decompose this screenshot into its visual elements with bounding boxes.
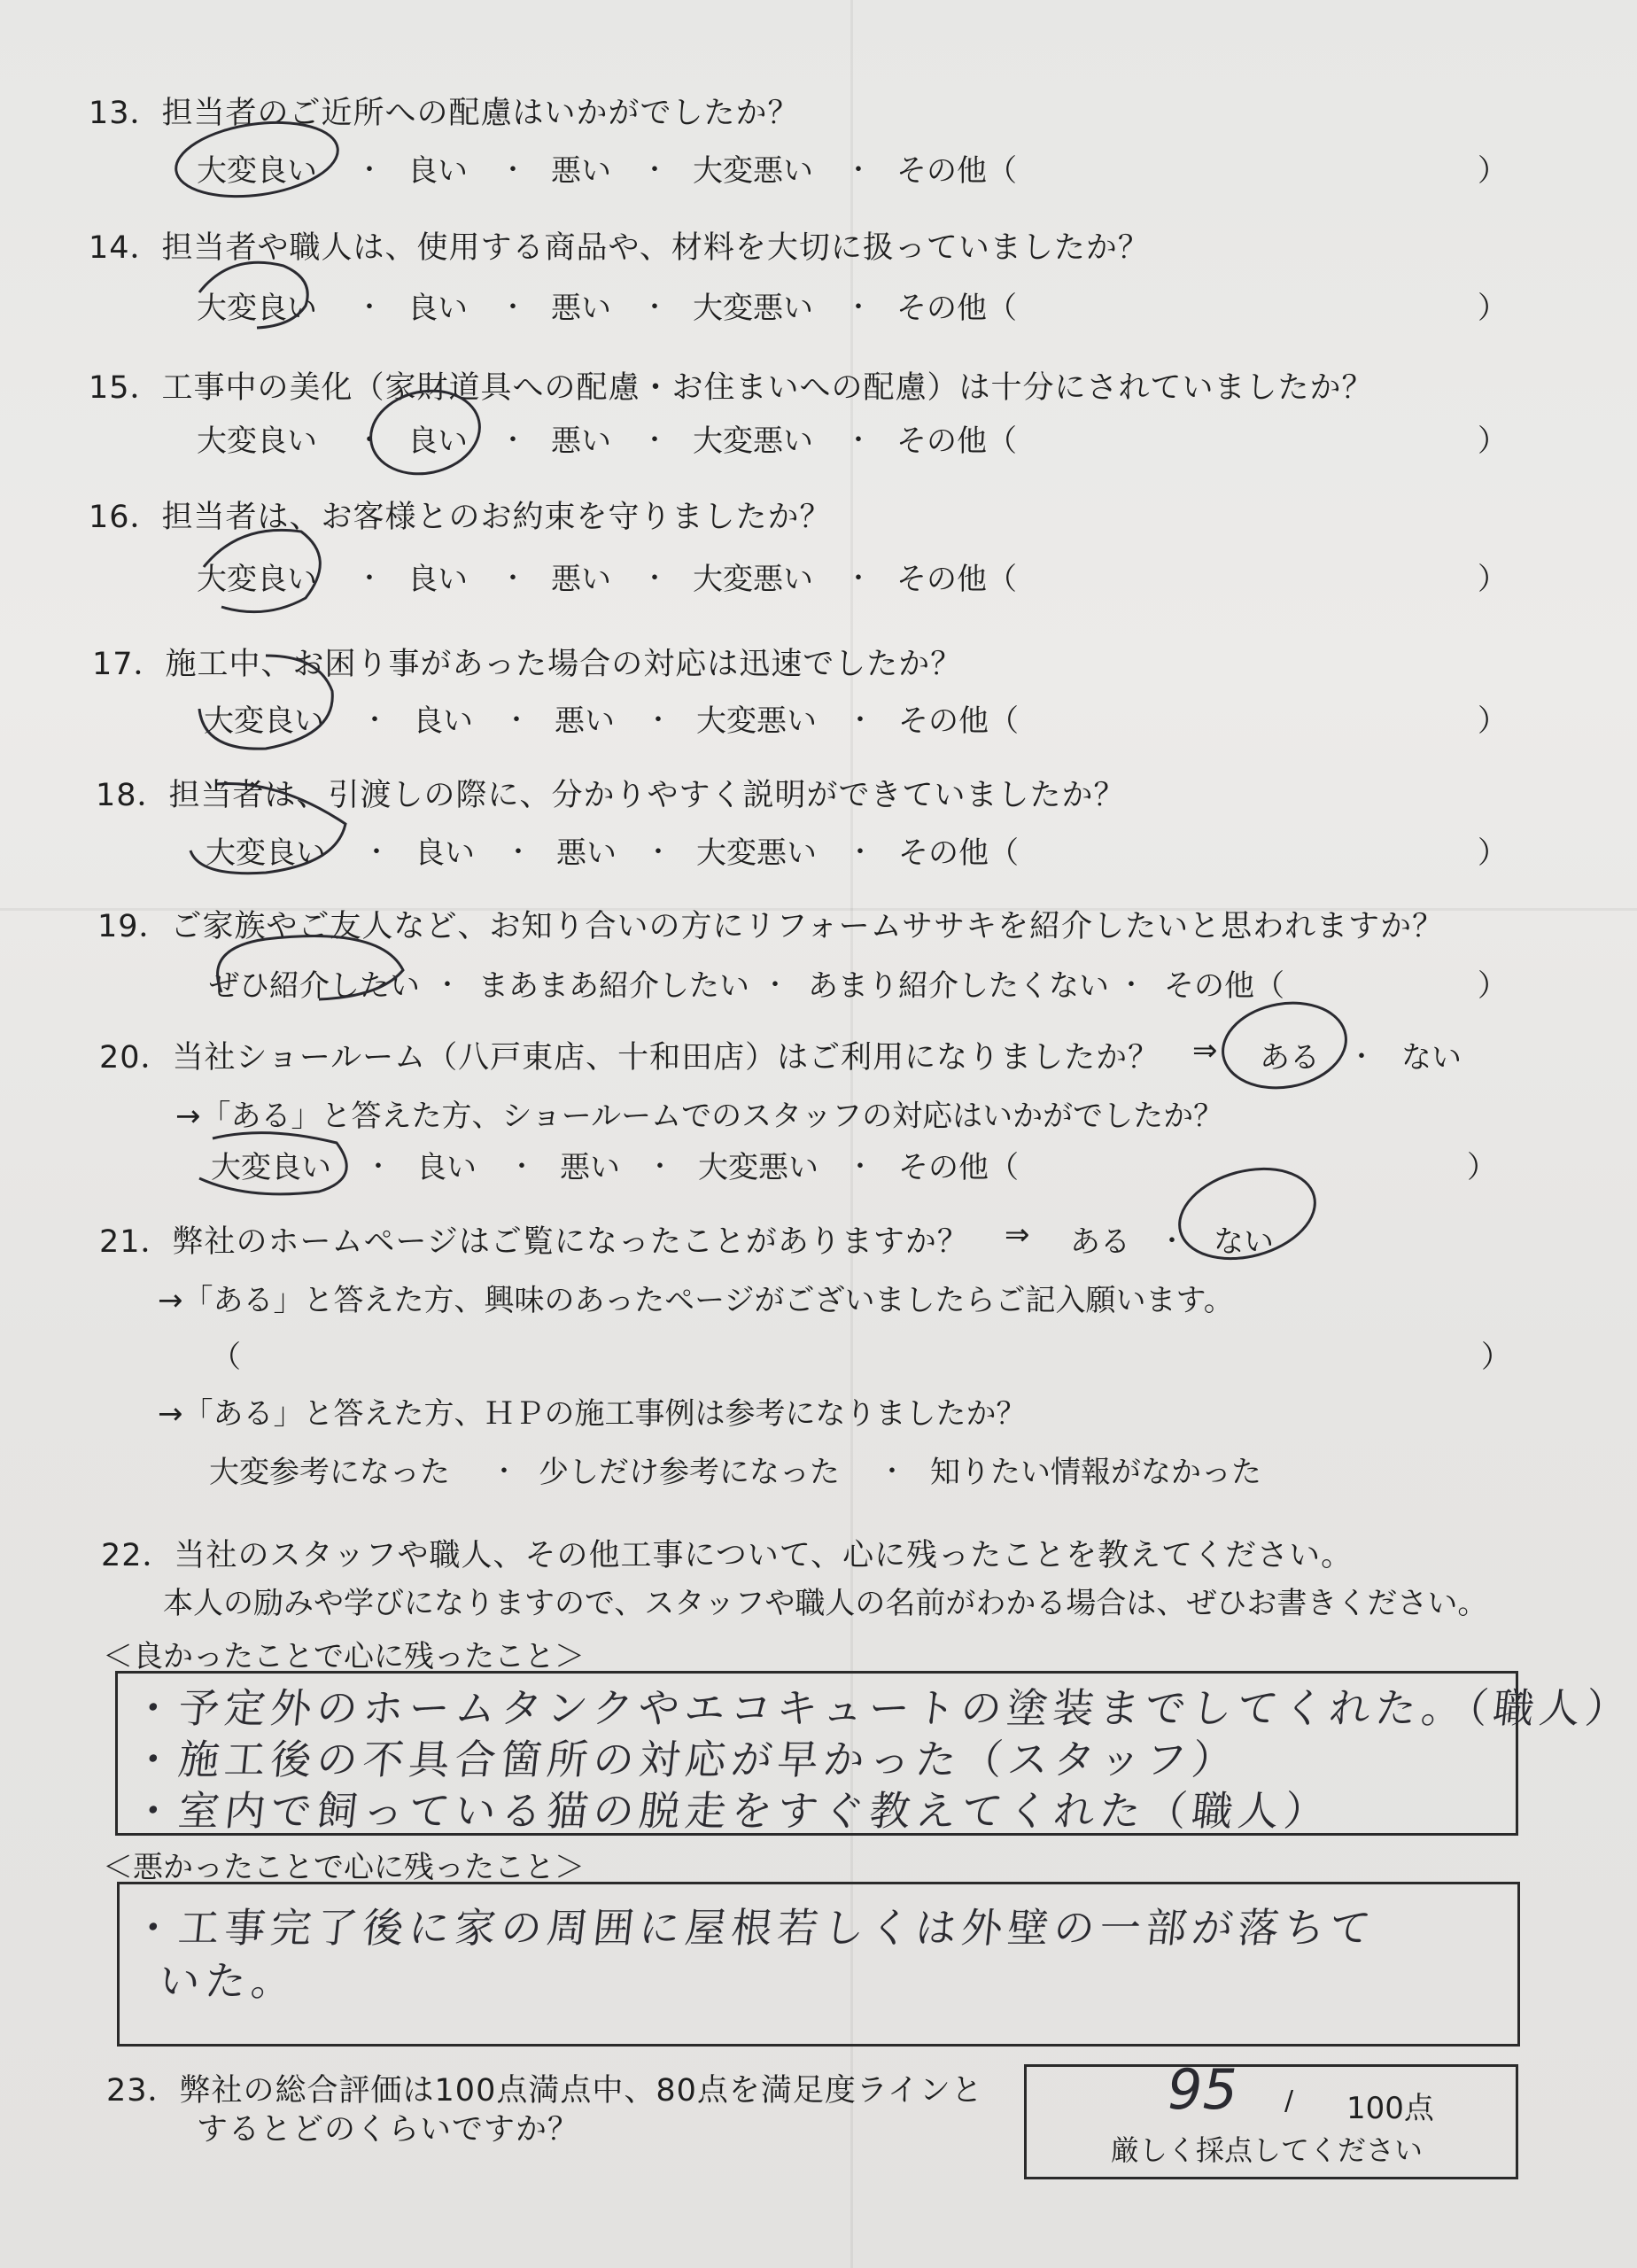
question-13: 13．担当者のご近所への配慮はいかがでしたか？ [89, 96, 800, 131]
q17-option-1: 大変良い [204, 703, 324, 739]
separator: ・ [879, 1456, 905, 1487]
separator: ・ [434, 970, 461, 1001]
close-paren: ） [1478, 291, 1508, 326]
separator: ・ [641, 563, 668, 594]
q20-option-4: 大変悪い [698, 1150, 818, 1185]
question-16: 16．担当者は、お客様とのお約束を守りましたか？ [89, 500, 832, 535]
separator: ・ [491, 1456, 517, 1487]
q13-option-5: その他（ [896, 153, 1017, 189]
separator: ・ [356, 563, 383, 594]
q14-option-5: その他（ [896, 291, 1017, 326]
separator: ・ [845, 292, 872, 323]
q20-arrow: ⇒ [1192, 1033, 1218, 1068]
q21-no: ない [1214, 1224, 1274, 1260]
q16-option-4: 大変悪い [693, 562, 813, 597]
q15-option-4: 大変悪い [693, 423, 813, 459]
separator: ・ [641, 425, 668, 456]
q21-option-3: 知りたい情報がなかった [930, 1455, 1261, 1490]
separator: ・ [641, 292, 668, 323]
question-22: 22．当社のスタッフや職人、その他工事について、心に残ったことを教えてください。 [101, 1538, 1354, 1573]
q18-option-1: 大変良い [206, 835, 326, 871]
question-21: 21．弊社のホームページはご覧になったことがありますか？ [99, 1224, 969, 1260]
q17-option-2: 良い [413, 703, 473, 739]
q15-option-3: 悪い [551, 423, 611, 459]
q18-option-2: 良い [415, 835, 475, 871]
separator: ・ [641, 155, 668, 186]
separator: ・ [645, 705, 671, 736]
q18-option-5: その他（ [898, 835, 1019, 871]
q19-option-4: その他（ [1164, 968, 1284, 1004]
q13-option-3: 悪い [551, 153, 611, 189]
separator: ・ [356, 292, 383, 323]
good-comment-2: ・施工後の不具合箇所の対応が早かった（スタッフ） [129, 1736, 1241, 1783]
q20-no: ない [1401, 1040, 1462, 1076]
separator: ・ [500, 292, 526, 323]
q16-option-5: その他（ [896, 562, 1017, 597]
q20-option-1: 大変良い [211, 1150, 331, 1185]
question-20: 20．当社ショールーム（八戸東店、十和田店）はご利用になりましたか？ [99, 1040, 1160, 1076]
close-paren: ） [1478, 703, 1508, 739]
q19-option-1: ぜひ紹介したい [209, 968, 420, 1004]
q16-option-3: 悪い [551, 562, 611, 597]
bad-comment-line-1: ・工事完了後に家の周囲に屋根若しくは外壁の一部が落ちて [129, 1904, 1379, 1952]
q18-option-4: 大変悪い [696, 835, 817, 871]
separator: ・ [361, 705, 388, 736]
q14-option-1: 大変良い [197, 291, 317, 326]
q20-sub-question: →「ある」と答えた方、ショールームでのスタッフの対応はいかがでしたか？ [175, 1099, 1224, 1134]
separator: ・ [845, 563, 872, 594]
q21-option-1: 大変参考になった [209, 1455, 450, 1490]
q19-option-2: まあまあ紹介したい [478, 968, 749, 1004]
separator: ・ [505, 837, 531, 868]
q15-option-2: 良い [407, 423, 468, 459]
separator: ・ [847, 705, 873, 736]
q19-option-3: あまり紹介したくない [808, 968, 1109, 1004]
question-17: 17．施工中、お困り事があった場合の対応は迅速でしたか？ [92, 647, 963, 682]
q20-option-5: その他（ [898, 1150, 1019, 1185]
q13-option-4: 大変悪い [693, 153, 813, 189]
separator: ・ [1159, 1226, 1185, 1257]
separator: ・ [500, 155, 526, 186]
separator: ・ [503, 705, 530, 736]
score-note: 厳しく採点してください [1111, 2133, 1424, 2167]
q21-yes: ある [1070, 1224, 1130, 1260]
separator: ・ [500, 563, 526, 594]
question-14: 14．担当者や職人は、使用する商品や、材料を大切に扱っていましたか？ [89, 230, 1150, 266]
q21-option-2: 少しだけ参考になった [539, 1455, 840, 1490]
separator: ・ [647, 1152, 673, 1183]
q17-option-3: 悪い [555, 703, 615, 739]
close-paren: ） [1478, 562, 1508, 597]
close-paren: ） [1478, 835, 1508, 871]
good-comment-1: ・予定外のホームタンクやエコキュートの塗装までしてくれた。（職人） [129, 1684, 1634, 1732]
good-comment-3: ・室内で飼っている猫の脱走をすぐ教えてくれた（職人） [129, 1787, 1333, 1835]
separator: ・ [847, 1152, 873, 1183]
q20-option-3: 悪い [560, 1150, 620, 1185]
q17-option-4: 大変悪い [696, 703, 817, 739]
q14-option-2: 良い [407, 291, 468, 326]
separator: ・ [365, 1152, 392, 1183]
separator: ・ [356, 155, 383, 186]
score-slash: / [1284, 2085, 1294, 2117]
question-18: 18．担当者は、引渡しの際に、分かりやすく説明ができていましたか？ [96, 778, 1126, 813]
q14-option-4: 大変悪い [693, 291, 813, 326]
q21-sub-question-1: →「ある」と答えた方、興味のあったページがございましたらご記入願います。 [158, 1283, 1234, 1318]
q14-option-3: 悪い [551, 291, 611, 326]
question-19: 19．ご家族やご友人など、お知り合いの方にリフォームササキを紹介したいと思われますか？ [97, 909, 1445, 944]
close-paren: ） [1481, 1340, 1511, 1375]
bad-comment-line-2: いた。 [156, 1957, 300, 2005]
q17-option-5: その他（ [898, 703, 1019, 739]
q15-option-5: その他（ [896, 423, 1017, 459]
bad-section-title: ＜悪かったことで心に残ったこと＞ [103, 1850, 585, 1885]
separator: ・ [363, 837, 390, 868]
q13-option-1: 大変良い [197, 153, 317, 189]
q18-option-3: 悪い [556, 835, 617, 871]
separator: ・ [356, 425, 383, 456]
close-paren: ） [1478, 423, 1508, 459]
score-max: 100点 [1346, 2091, 1434, 2126]
separator: ・ [847, 837, 873, 868]
q20-option-2: 良い [416, 1150, 477, 1185]
question-23-line-1: 23．弊社の総合評価は100点満点中、80点を満足度ラインと [106, 2073, 983, 2109]
question-15: 15．工事中の美化（家財道具への配慮・お住まいへの配慮）は十分にされていましたか？ [89, 370, 1374, 406]
q16-option-2: 良い [407, 562, 468, 597]
q21-arrow: ⇒ [1005, 1217, 1030, 1253]
q13-option-2: 良い [407, 153, 468, 189]
q22-note: 本人の励みや学びになりますので、スタッフや職人の名前がわかる場合は、ぜひお書きください。 [163, 1586, 1488, 1621]
separator: ・ [762, 970, 788, 1001]
separator: ・ [500, 425, 526, 456]
close-paren: ） [1478, 968, 1508, 1004]
separator: ・ [845, 155, 872, 186]
close-paren: ） [1478, 153, 1508, 189]
separator: ・ [645, 837, 671, 868]
good-section-title: ＜良かったことで心に残ったこと＞ [103, 1639, 585, 1674]
q21-sub-question-2: →「ある」と答えた方、ＨＰの施工事例は参考になりましたか？ [158, 1396, 1027, 1432]
separator: ・ [1118, 970, 1144, 1001]
score-value: 95 [1168, 2057, 1237, 2122]
q16-option-1: 大変良い [197, 562, 317, 597]
separator: ・ [1348, 1042, 1375, 1073]
open-paren: （ [211, 1340, 241, 1375]
separator: ・ [508, 1152, 535, 1183]
q15-option-1: 大変良い [197, 423, 317, 459]
q20-yes: ある [1260, 1040, 1320, 1076]
question-23-line-2: するとどのくらいですか？ [197, 2112, 580, 2148]
separator: ・ [845, 425, 872, 456]
close-paren: ） [1467, 1150, 1497, 1185]
